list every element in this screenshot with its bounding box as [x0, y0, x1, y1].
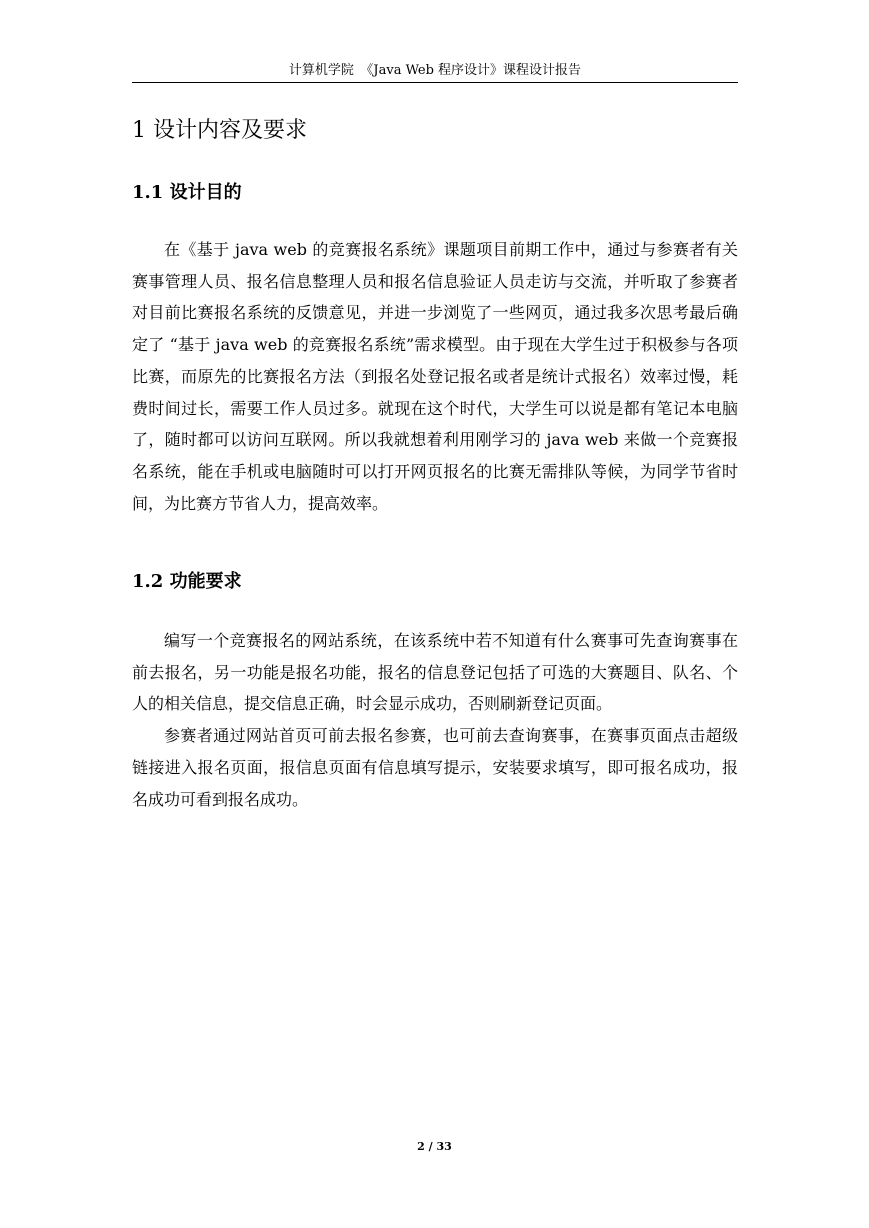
- section-body-design-purpose: [132, 234, 738, 519]
- chapter-title: 1 设计内容及要求: [132, 118, 307, 143]
- paragraph: 编写一个竞赛报名的网站系统，在该系统中若不知道有什么赛事可先查询赛事在前去报名，另一功能是报名功能，报名的信息登记包括了可选的大赛题目、队名、个人的相关信息，提交信息正确，时会显示成功，否则刷新登记页面。: [132, 631, 738, 714]
- section-title-design-purpose: 1.1 设计目的: [132, 182, 242, 203]
- section-title-function-requirements: 1.2 功能要求: [132, 571, 242, 592]
- page-number: 2 / 33: [417, 1140, 452, 1153]
- header-divider: [132, 82, 738, 83]
- section-body-function-requirements: [132, 625, 738, 815]
- paragraph: 参赛者通过网站首页可前去报名参赛，也可前去查询赛事，在赛事页面点击超级链接进入报名页面，报信息页面有信息填写提示，安装要求填写，即可报名成功，报名成功可看到报名成功。: [132, 726, 738, 809]
- paragraph: 在《基于 java web 的竞赛报名系统》课题项目前期工作中，通过与参赛者有关赛事管理人员、报名信息整理人员和报名信息验证人员走访与交流，并听取了参赛者对目前比赛报名系统的反馈意见，并进一步浏览了一些网页，通过我多次思考最后确定了 “基于 java web 的竞赛报名系统”需求模型。由于现在大学生过于积极参与各项比赛，而原先的比赛报名方法（到报名处登记报名或者是统计式报名）效率过慢，耗费时间过长，需要工作人员过多。就现在这个时代，大学生可以说是都有笔记本电脑了，随时都可以访问互联网。所以我就想着利用刚学习的 java web 来做一个竞赛报名系统，能在手机或电脑随时可以打开网页报名的比赛无需排队等候，为同学节省时间，为比赛方节省人力，提高效率。: [132, 240, 738, 513]
- page-header: 计算机学院 《Java Web 程序设计》课程设计报告: [288, 63, 582, 78]
